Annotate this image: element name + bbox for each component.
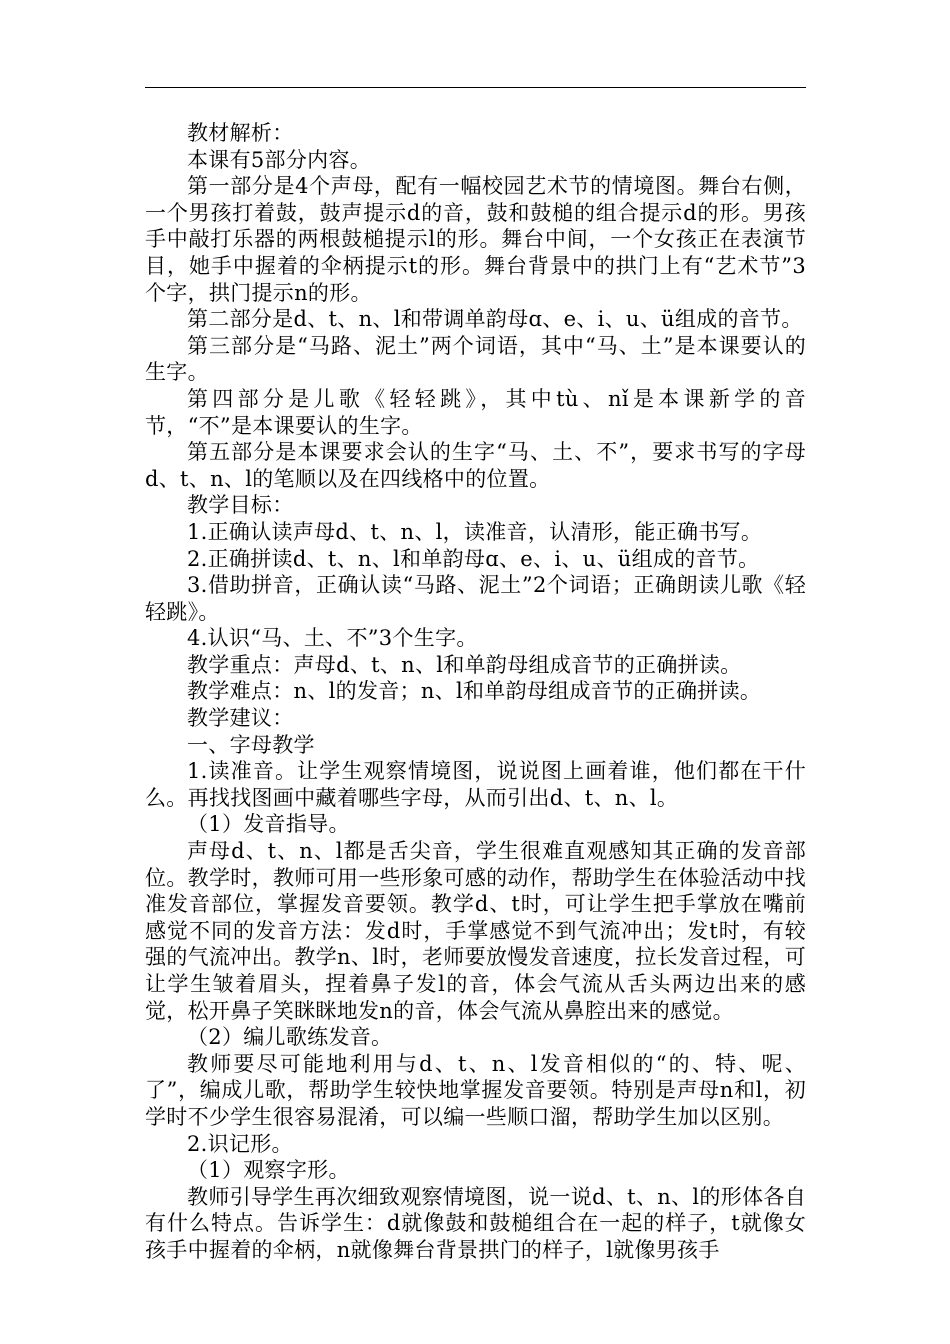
paragraph: 第四部分是儿歌《轻轻跳》，其中tù、nǐ是本课新学的音节，“不”是本课要认的生字。: [145, 386, 806, 438]
paragraph: 4.认识“马、土、不”3个生字。: [187, 626, 478, 651]
paragraph: 第三部分是“马路、泥土”两个词语，其中“马、土”是本课要认的生字。: [145, 333, 806, 385]
paragraph: 2.识记形。: [187, 1131, 293, 1156]
paragraph: 一、字母教学: [187, 732, 315, 757]
paragraph: 第一部分是4个声母，配有一幅校园艺术节的情境图。舞台右侧，一个男孩打着鼓，鼓声提示d的音，鼓和鼓槌的组合提示d的形。男孩手中敲打乐器的两根鼓槌提示l的形。舞台中间，一个女孩正在表演节目，她手中握着的伞柄提示t的形。舞台背景中的拱门上有“艺术节”3个字，拱门提示n的形。: [145, 174, 806, 305]
paragraph: 第五部分是本课要求会认的生字“马、土、不”，要求书写的字母d、t、n、l的笔顺以及在四线格中的位置。: [145, 440, 806, 491]
paragraph: 教师要尽可能地利用与d、t、n、l发音相似的“的、特、呢、了”，编成儿歌，帮助学生较快地掌握发音要领。特别是声母n和l，初学时不少学生很容易混淆，可以编一些顺口溜，帮助学生加以区别。: [145, 1051, 806, 1129]
paragraph: 教材解析：: [187, 121, 294, 145]
document-body: [145, 120, 806, 1264]
paragraph: 2.正确拼读d、t、n、l和单韵母ɑ、e、i、u、ü组成的音节。: [187, 546, 760, 571]
paragraph: 教学建议：: [187, 706, 294, 731]
paragraph: 3.借助拼音，正确认读“马路、泥土”2个词语；正确朗读儿歌《轻轻跳》。: [145, 573, 806, 624]
paragraph: 教学目标：: [187, 493, 294, 518]
paragraph: （1）观察字形。: [187, 1158, 350, 1183]
paragraph: 第二部分是d、t、n、l和带调单韵母ɑ、e、i、u、ü组成的音节。: [187, 307, 803, 332]
paragraph: 声母d、t、n、l都是舌尖音，学生很难直观感知其正确的发音部位。教学时，教师可用一些形象可感的动作，帮助学生在体验活动中找准发音部位，掌握发音要领。教学d、t时，可让学生把手掌放在嘴前感觉不同的发音方法：发d时，手掌感觉不到气流冲出；发t时，有较强的气流冲出。教学n、l时，老师要放慢发音速度，拉长发音过程，可让学生皱着眉头，捏着鼻子发l的音，体会气流从舌头两边出来的感觉，松开鼻子笑眯眯地发n的音，体会气流从鼻腔出来的感觉。: [145, 839, 806, 1023]
paragraph: 教学难点：n、l的发音；n、l和单韵母组成音节的正确拼读。: [187, 679, 762, 704]
paragraph: 1.正确认读声母d、t、n、l，读准音，认清形，能正确书写。: [187, 519, 763, 544]
header-rule: [145, 87, 806, 88]
paragraph: （2）编儿歌练发音。: [187, 1025, 393, 1050]
paragraph: 教学重点：声母d、t、n、l和单韵母组成音节的正确拼读。: [187, 652, 742, 677]
paragraph: 1.读准音。让学生观察情境图，说说图上画着谁，他们都在干什么。再找找图画中藏着哪些字母，从而引出d、t、n、l。: [145, 759, 806, 810]
paragraph: 教师引导学生再次细致观察情境图，说一说d、t、n、l的形体各自有什么特点。告诉学生：d就像鼓和鼓槌组合在一起的样子，t就像女孩手中握着的伞柄，n就像舞台背景拱门的样子，l就像男孩手: [145, 1184, 806, 1262]
paragraph: （1）发音指导。: [187, 812, 350, 837]
paragraph: 本课有5部分内容。: [187, 147, 372, 172]
